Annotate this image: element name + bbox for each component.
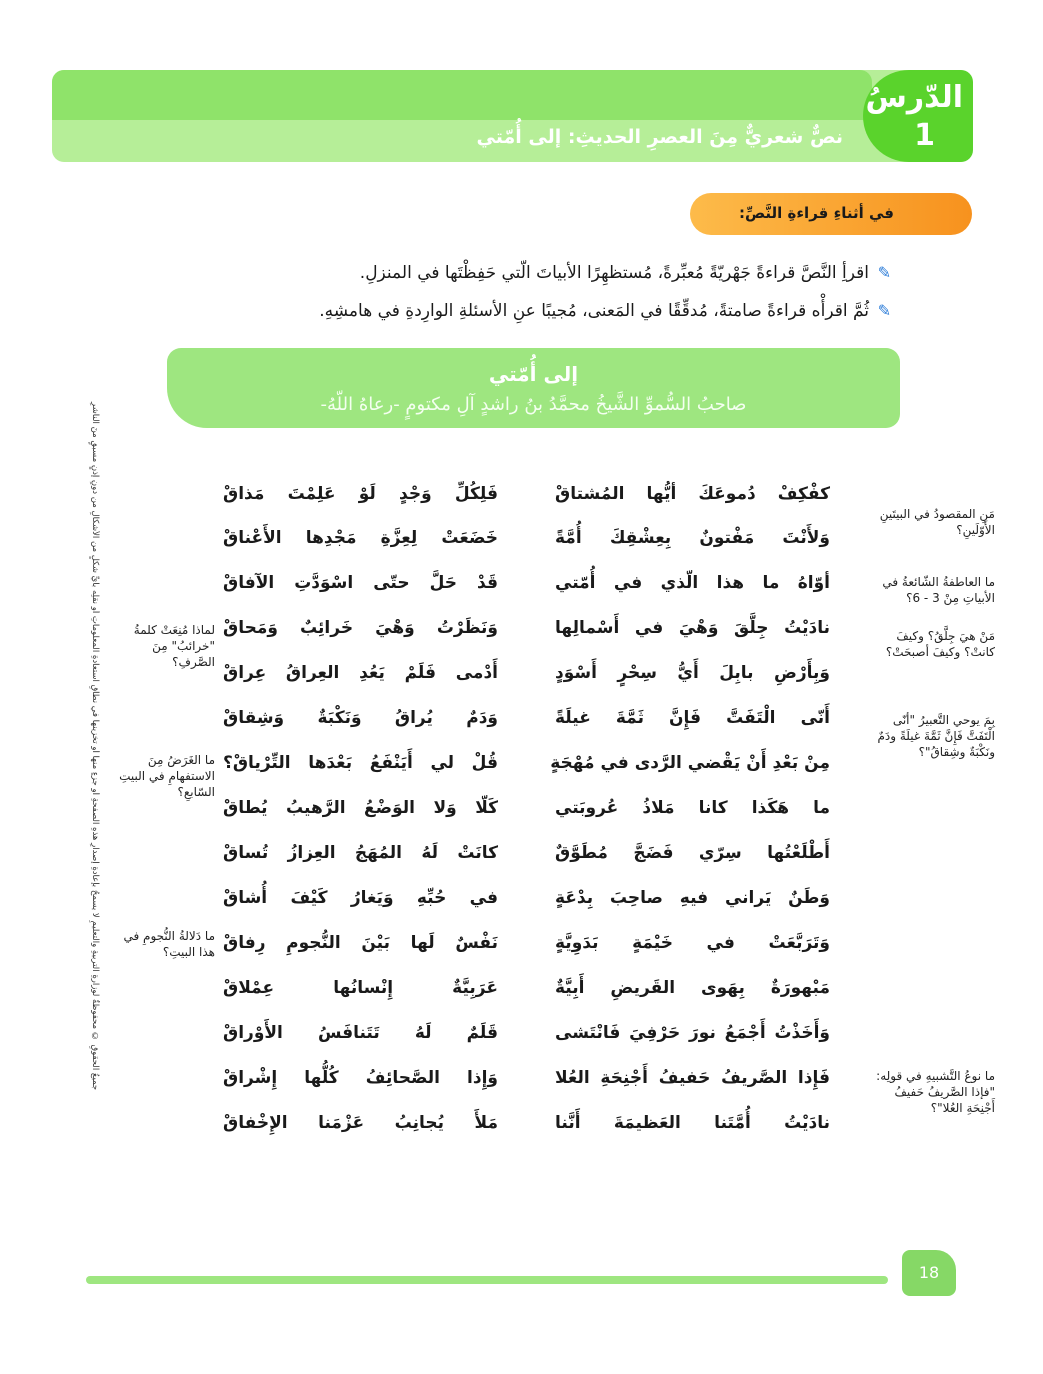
margin-question: ما نوعُ التَّشبيهِ في قولِه: "فإذا الصَّريفُ حَفيفُ أَجْنِحَةِ العُلا"؟ <box>876 1069 995 1115</box>
check-icon: ✎ <box>877 263 891 282</box>
verse-second-hemistich: قُلْ لي أَيَنْفَعُ بَعْدَها التِّرْياقْ؟ <box>223 753 498 773</box>
verse-first-hemistich: وَبِأَرْضِ بابِلَ أَيُّ سِحْرٍ أَسْوَدٍ <box>555 663 830 683</box>
lesson-subtitle: نصٌّ شعريٌّ مِنَ العصرِ الحديثِ: إلى أُمّتي <box>476 126 843 148</box>
verse-second-hemistich: وَإِذا الصَّحائِفُ كُلُّها إِشْراقْ <box>223 1068 498 1088</box>
page-number: 18 <box>902 1250 956 1296</box>
verse-second-hemistich: أَدْمى فَلَمْ يَعُدِ العِراقُ عِراقْ <box>223 663 498 683</box>
verse-second-hemistich: عَرَبِيَّةٌ إِنْسانُها عِمْلاقْ <box>223 978 498 998</box>
verse-first-hemistich: وَتَرَبَّعَتْ في خَيْمَةٍ بَدَوِيَّةٍ <box>555 933 830 953</box>
margin-question: ما دَلالةُ النُّجومِ في هذا البيتِ؟ <box>123 929 215 959</box>
verse-first-hemistich: ما هَكَذا كانا مَلاذُ عُروبَتي <box>555 798 830 818</box>
footer-bar <box>86 1276 888 1284</box>
lesson-badge <box>863 70 973 162</box>
verse-second-hemistich: خَضَعَتْ لِعِزَّةِ مَجْدِها الأَعْناقْ <box>223 528 498 548</box>
check-icon: ✎ <box>877 301 891 320</box>
verse-first-hemistich: نادَيْتُ جِلَّقَ وَهْيَ في أَسْمالِها <box>555 618 830 638</box>
verse-row <box>0 798 1043 838</box>
verse-first-hemistich: وَلأَنْتَ مَفْتونٌ بِعِشْقِكَ أُمَّةً <box>555 528 830 548</box>
verse-first-hemistich: مَبْهورَةٌ بِهَوى القَريضِ أَبِيَّةٌ <box>555 978 830 998</box>
verse-row <box>0 1023 1043 1063</box>
verse-row <box>0 1113 1043 1153</box>
verse-second-hemistich: كَلّا وَلا الوَضْعُ الرَّهيبُ يُطاقْ <box>223 798 498 818</box>
margin-question: مَنِ المقصودُ في البيتَينِ الأَوّلَينِ؟ <box>879 507 995 537</box>
verse-row <box>0 843 1043 883</box>
verse-second-hemistich: قَدْ حَلَّ حتّى اسْوَدَّتِ الآفاقْ <box>223 573 498 593</box>
instruction-item <box>171 258 891 296</box>
margin-question: بِمَ يوحي التَّعبيرُ "أنّى الْتَفَتَّ فَإِنَّ ثَمَّةَ غيلَةً ودَمٌ ونَكْبَةٌ وشِقاقُ"؟ <box>877 713 995 759</box>
margin-question: لماذا مُنِعَتْ كلمةُ "خرائبُ" مِنَ الصَّرفِ؟ <box>133 623 215 669</box>
header-top-strip <box>52 70 872 120</box>
verse-row <box>0 888 1043 928</box>
lesson-word: الدّرسُ <box>865 80 963 115</box>
verse-second-hemistich: قَلَمٌ لَهُ تَتَنافَسُ الأَوْراقْ <box>223 1023 498 1043</box>
verse-first-hemistich: وَأَخَذْتُ أَجْمَعُ نورَ حَرْفِيَ فَانْتَشى <box>555 1023 830 1043</box>
margin-question: مَنْ هيَ جِلَّقُ؟ وكيفَ كانتْ؟ وكيفَ أصبحَتْ؟ <box>885 629 995 659</box>
verse-second-hemistich: في حُبِّهِ وَيَغارُ كَيْفَ أُشاقْ <box>223 888 498 908</box>
instruction-item <box>171 296 891 334</box>
verse-first-hemistich: أَطْلَعْتُها سِرّي فَضَجَّ مُطَوَّقٌ <box>555 843 830 863</box>
section-label: في أثناءِ قراءةِ النَّصِّ: <box>690 193 972 235</box>
verse-first-hemistich: أوّاهُ ما هذا الّذي في أُمّتي <box>555 573 830 593</box>
verse-first-hemistich: أَنّى الْتَفَتَّ فَإِنَّ ثَمَّةَ غيلَةً <box>555 708 830 728</box>
verse-first-hemistich: نادَيْتُ أُمَّتَنا العَظيمَةَ أَنَّنا <box>555 1113 830 1133</box>
verse-second-hemistich: وَدَمٌ يُراقُ وَنَكْبَةٌ وَشِقاقْ <box>223 708 498 728</box>
verse-second-hemistich: وَنَظَرْتُ وَهْيَ خَرائِبٌ وَمَحاقْ <box>223 618 498 638</box>
verse-second-hemistich: نَفْسٌ لَها بَيْنَ النُّجومِ رِفاقْ <box>223 933 498 953</box>
poem-author: صاحبُ السُّموِّ الشَّيخُ محمَّدُ بنُ راشدٍ آلِ مكتومٍ -رعاهُ اللّهُ- <box>320 394 747 415</box>
instructions-list <box>171 258 891 334</box>
verse-second-hemistich: كانَتْ لَهُ المُهَجُ العِزازُ تُساقْ <box>223 843 498 863</box>
verse-first-hemistich: كفْكِفْ دُموعَكَ أيُّها المُشتاقْ <box>555 484 830 504</box>
instruction-text: اقرأِ النَّصَّ قراءةً جَهْريّةً مُعبِّرةً، مُستظهِرًا الأبياتَ الّتي حَفِظْتَها في المنزلِ. <box>359 263 869 283</box>
instruction-text: ثُمَّ اقرأْه قراءةً صامتةً، مُدقِّقًا في المَعنى، مُجيبًا عنِ الأسئلةِ الوارِدةِ في هامشِهِ. <box>319 301 869 321</box>
margin-question: ما الغَرَضُ مِنَ الاستفهامِ في البيتِ السّابعِ؟ <box>119 753 215 799</box>
verse-second-hemistich: فَلِكُلِّ وَجْدٍ لَوْ عَلِمْتَ مَذاقْ <box>223 484 498 504</box>
lesson-number: 1 <box>914 118 935 153</box>
copyright-notice: جميعُ الحقوقِ © محفوظةٌ لوزارةِ التربيةِ والتعليمِ لا يسمحُ بإعادةِ إصدارِ هذهِ الصفحةِ أو جزءٍ منها أو تخزينها في نطاقِ استعادةِ المعلوماتِ أو نقلِه بأيِّ شكلٍ من الأشكالِ من دونِ إذنٍ مسبقٍ منَ الناشرِ <box>90 401 100 1090</box>
verse-row <box>0 978 1043 1018</box>
verse-first-hemistich: مِنْ بَعْدِ أَنْ يَقْضي الرَّدى في مُهْجَةٍ <box>550 753 830 773</box>
poem-title-band <box>167 348 900 428</box>
margin-question: ما العاطفةُ الشّائعةُ في الأبياتِ مِنْ 3 - 6؟ <box>882 575 995 605</box>
verse-first-hemistich: وَطَنٌ يَراني فيهِ صاحِبَ بِدْعَةٍ <box>555 888 830 908</box>
verse-first-hemistich: فَإِذا الصَّريفُ حَفيفُ أَجْنِحَةِ العُلا <box>555 1068 830 1088</box>
verse-second-hemistich: مَلأَ يُجانِبُ عَزْمَنا الإِخْفاقْ <box>223 1113 498 1133</box>
poem-title: إلى أُمّتي <box>488 362 579 386</box>
